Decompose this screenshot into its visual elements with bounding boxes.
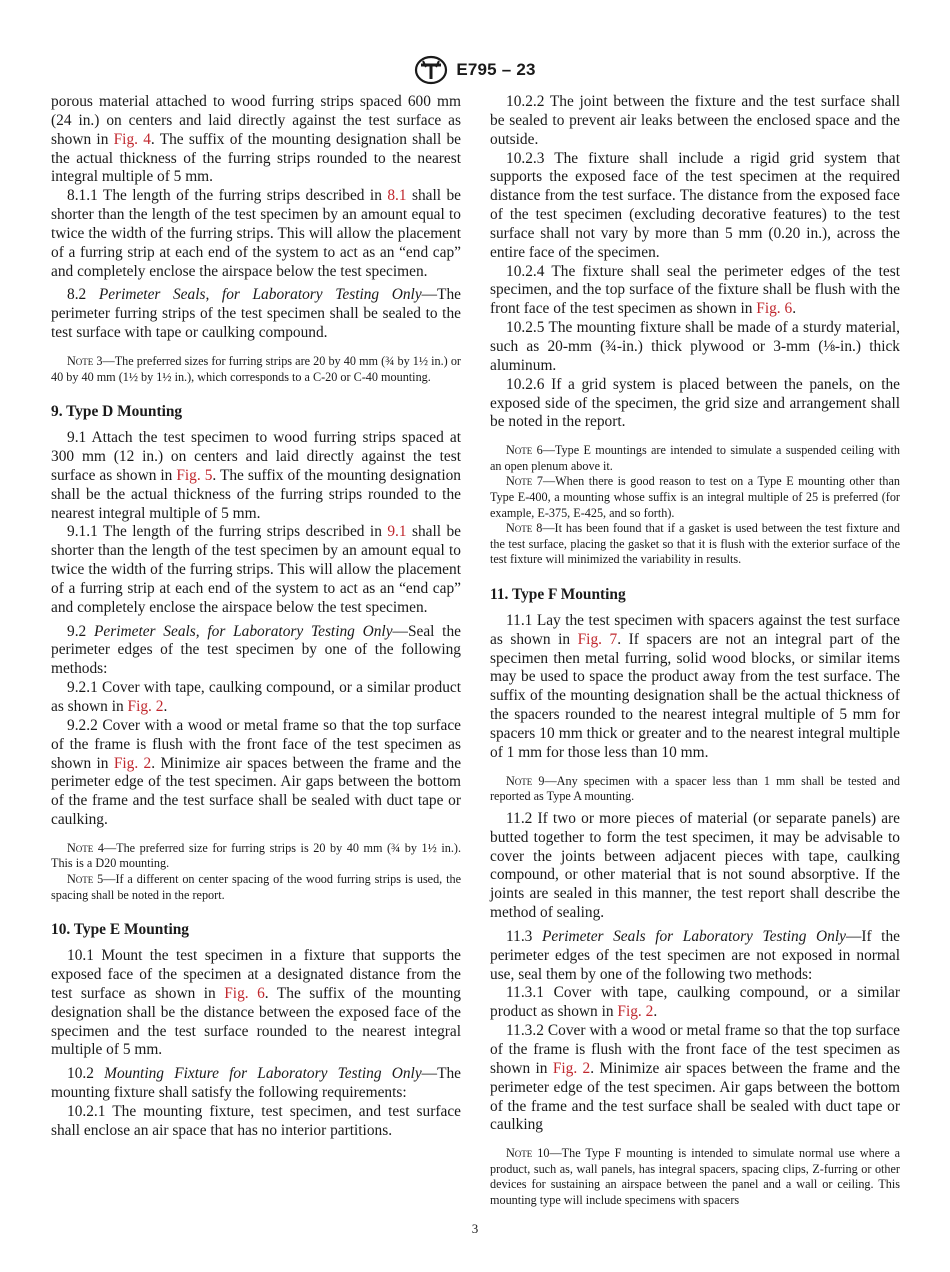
paragraph-11-2: 11.2 If two or more pieces of material (or separate panels) are butted together to form the test specimen, it may be advisable to cover the joints between adjacent pieces with tape, caulking compound, or other material that is not sound absorptive. If the joints are sealed in this manner, the test report shall describe the method of sealing.: [490, 809, 900, 922]
paragraph-11-3: 11.3 Perimeter Seals for Laboratory Testing Only—If the perimeter edges of the test specimen are not exposed in normal use, seal them by one of the following two methods:: [490, 927, 900, 983]
paragraph-10-2-4: 10.2.4 The fixture shall seal the perimeter edges of the test specimen, and the top surface of the fixture shall be flush with the front face of the test specimen as shown in Fig. 6.: [490, 262, 900, 318]
fig-2-link[interactable]: Fig. 2: [617, 1003, 654, 1021]
note-3: Note 3—The preferred sizes for furring strips are 20 by 40 mm (¾ by 1½ in.) or 40 by 40 mm (1½ by 1½ in.), which corresponds to a C-20 or C-40 mounting.: [51, 353, 461, 384]
fig-7-link[interactable]: Fig. 7: [577, 630, 618, 648]
section-9-heading: 9. Type D Mounting: [51, 403, 183, 421]
paragraph-10-2-3: 10.2.3 The fixture shall include a rigid grid system that supports the exposed face of the test specimen at the required distance from the test surface. The distance from the exposed face of the test specimen (excluding decorative features) to the test surface shall not vary by more than 5 mm (0.20 in.), across the entire face of the specimen.: [490, 149, 900, 261]
fig-6-link[interactable]: Fig. 6: [224, 984, 265, 1002]
paragraph-10-1: 10.1 Mount the test specimen in a fixture that supports the exposed face of the specimen at a designated distance from the test surface as shown in Fig. 6. The suffix of the mounting designation shall be the distance between the exposed face of the specimen and the test surface rounded to the nearest integral multiple of 5 mm.: [51, 947, 461, 1059]
paragraph-11-1: 11.1 Lay the test specimen with spacers against the test surface as shown in Fig. 7. If spacers are not an integral part of the specimen then metal furring, solid wood blocks, or similar items may be used to space the product away from the test surface. The suffix of the mounting designation shall be the actual thickness of the spacers rounded to the nearest integral multiple of 5 mm for spacers 10 mm thick or greater and to the nearest integral multiple of 1 mm for those less than 10 mm.: [490, 611, 901, 761]
section-10-heading: 10. Type E Mounting: [51, 921, 189, 939]
page-number: 3: [471, 1221, 479, 1236]
paragraph-9-2-2: 9.2.2 Cover with a wood or metal frame so that the top surface of the frame is flush with the front face of the test specimen as shown in Fig. 2. Minimize air spaces between the frame and the perimeter edge of the test specimen. Air gaps between the bottom of the frame and the test surface shall be sealed with duct tape or caulking.: [51, 716, 462, 829]
paragraph-8-2: 8.2 Perimeter Seals, for Laboratory Testing Only—The perimeter furring strips of the test specimen shall be sealed to the test surface with tape or caulking compound.: [51, 286, 461, 342]
fig-2-link[interactable]: Fig. 2: [552, 1059, 591, 1077]
paragraph-8-1-1: 8.1.1 The length of the furring strips described in 8.1 shall be shorter than the length of the test specimen by an amount equal to twice the width of the furring strips. This will allow the placement of a furring strip at each end of the system to act as an “end cap” and completely enclose the airspace below the test specimen.: [51, 187, 461, 280]
note-4: Note 4—The preferred size for furring strips is 20 by 40 mm (¾ by 1½ in.). This is a D20 mounting.: [51, 840, 461, 871]
paragraph-8-1-cont: porous material attached to wood furring strips spaced 600 mm (24 in.) on centers and laid directly against the test surface as shown in Fig. 4. The suffix of the mounting designation shall be the actual thickness of the furring strips rounded to the nearest integral multiple of 5 mm.: [51, 93, 461, 186]
fig-4-link[interactable]: Fig. 4: [113, 130, 151, 148]
section-8-1-link[interactable]: 8.1: [387, 187, 407, 205]
right-column: [490, 93, 900, 1209]
paragraph-10-2: 10.2 Mounting Fixture for Laboratory Testing Only—The mounting fixture shall satisfy the following requirements:: [51, 1065, 461, 1102]
fig-6-link[interactable]: Fig. 6: [756, 300, 793, 318]
fig-2-link[interactable]: Fig. 2: [113, 754, 152, 772]
left-column: [51, 93, 461, 1141]
paragraph-11-3-1: 11.3.1 Cover with tape, caulking compound, or a similar product as shown in Fig. 2.: [490, 984, 900, 1021]
note-9: Note 9—Any specimen with a spacer less than 1 mm shall be tested and reported as Type A mounting.: [490, 773, 900, 804]
fig-2-link[interactable]: Fig. 2: [127, 697, 164, 715]
standard-designation: E795 – 23: [456, 60, 536, 79]
paragraph-11-3-2: 11.3.2 Cover with a wood or metal frame so that the top surface of the frame is flush with the front face of the test specimen as shown in Fig. 2. Minimize air spaces between the frame and the perimeter edge of the test specimen. Air gaps between the bottom of the frame and the test surface shall be sealed with duct tape or caulking: [490, 1022, 901, 1134]
note-7: Note 7—When there is good reason to test on a Type E mounting other than Type E-400, a mounting whose suffix is an integral multiple of 25 is preferred (for example, E-375, E-425, and so forth).: [490, 474, 900, 520]
note-6: Note 6—Type E mountings are intended to simulate a suspended ceiling with an open plenum above it.: [490, 443, 900, 473]
fig-5-link[interactable]: Fig. 5: [176, 466, 213, 484]
section-9-1-link[interactable]: 9.1: [387, 523, 407, 541]
note-5: Note 5—If a different on center spacing of the wood furring strips is used, the spacing shall be noted in the report.: [51, 872, 461, 902]
section-11-heading: 11. Type F Mounting: [490, 585, 626, 603]
paragraph-10-2-2: 10.2.2 The joint between the fixture and the test surface shall be sealed to prevent air leaks between the enclosed space and the outside.: [490, 93, 900, 148]
paragraph-10-2-6: 10.2.6 If a grid system is placed between the panels, on the exposed side of the specimen, the grid size and arrangement shall be noted in the report.: [490, 375, 900, 431]
paragraph-10-2-5: 10.2.5 The mounting fixture shall be made of a sturdy material, such as 20-mm (¾-in.) thick plywood or 3-mm (⅛-in.) thick aluminum.: [490, 319, 900, 374]
paragraph-9-2: 9.2 Perimeter Seals, for Laboratory Testing Only—Seal the perimeter edges of the test specimen by one of the following methods:: [51, 622, 461, 678]
note-8: Note 8—It has been found that if a gasket is used between the test fixture and the test surface, placing the gasket so that it is flush with the exterior surface of the test fixture will minimized the variability in results.: [490, 521, 900, 567]
note-10: Note 10—The Type F mounting is intended to simulate normal use where a product, such as, wall panels, has integral spacers, spacing clips, Z-furring or other devices for sustaining an airspace between the panel and a wall or ceiling. This mounting type will include specimens with spacers: [490, 1146, 900, 1207]
paragraph-9-1-1: 9.1.1 The length of the furring strips described in 9.1 shall be shorter than the length of the test specimen by an amount equal to twice the width of the furring strips. This will allow the placement of a furring strip at each end of the system to act as an “end cap” and completely enclose the airspace below the test specimen.: [51, 523, 461, 616]
astm-logo-icon: [414, 55, 448, 85]
paragraph-10-2-1: 10.2.1 The mounting fixture, test specimen, and test surface shall enclose an air space that has no interior partitions.: [51, 1103, 461, 1139]
page-header: [0, 54, 950, 86]
paragraph-9-1: 9.1 Attach the test specimen to wood furring strips spaced at 300 mm (12 in.) on centers and laid directly against the test surface as shown in Fig. 5. The suffix of the mounting designation shall be the actual thickness of the furring strips rounded to the nearest integral multiple of 5 mm.: [51, 429, 461, 522]
paragraph-9-2-1: 9.2.1 Cover with tape, caulking compound, or a similar product as shown in Fig. 2.: [51, 679, 461, 715]
